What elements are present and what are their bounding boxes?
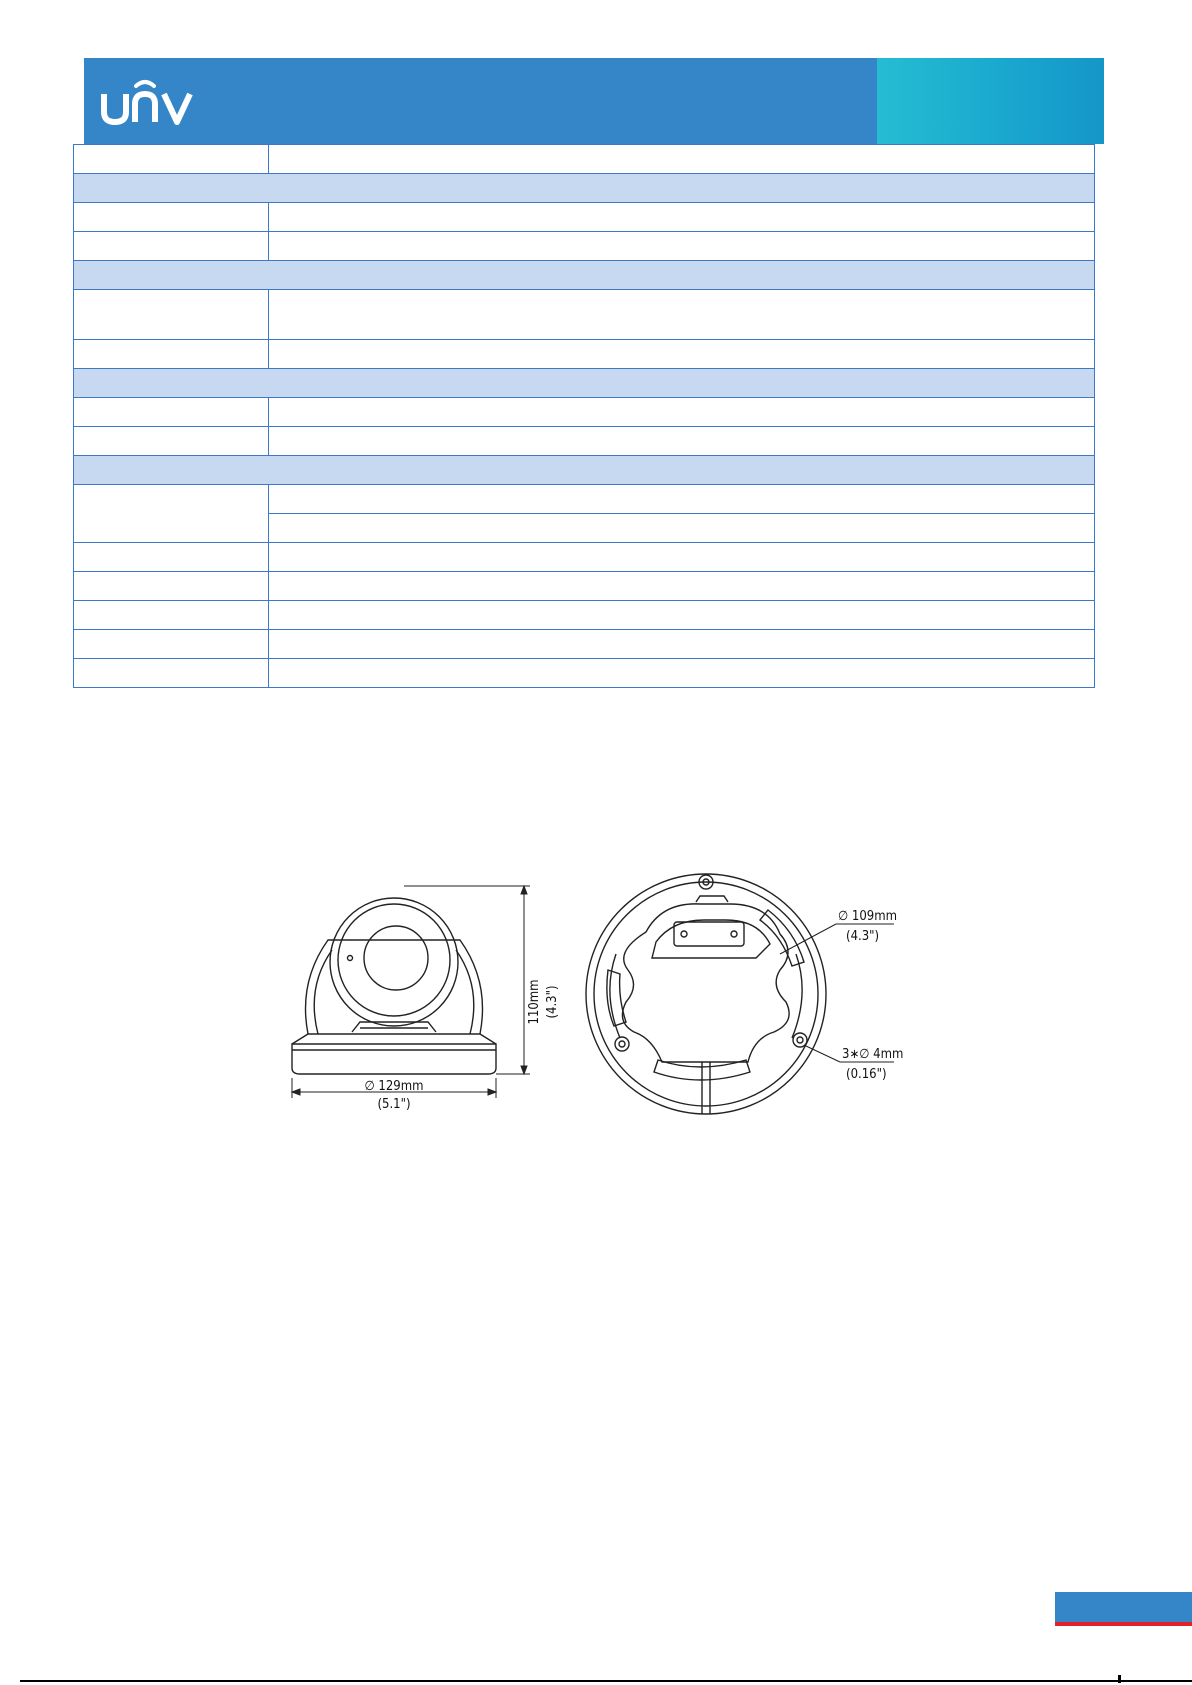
- table-row: [74, 398, 1095, 427]
- footer-page-mark: [1118, 1675, 1121, 1683]
- footer-bar: [1055, 1592, 1192, 1626]
- spec-value-cell: [269, 340, 1095, 369]
- section-header-cell: [74, 456, 1095, 485]
- section-header-cell: [74, 174, 1095, 203]
- spec-value-cell: [269, 659, 1095, 688]
- dimension-drawing: [280, 862, 930, 1122]
- front-diameter-inch-label: (5.1"): [377, 1097, 411, 1112]
- spec-label-cell: [74, 601, 269, 630]
- camera-base-view: [586, 874, 826, 1114]
- spec-label-cell: [74, 340, 269, 369]
- table-row: [74, 232, 1095, 261]
- table-row: [74, 659, 1095, 688]
- spec-value-cell: [269, 485, 1095, 514]
- spec-label-cell: [74, 145, 269, 174]
- spec-label-cell: [74, 290, 269, 340]
- spec-value-cell: [269, 232, 1095, 261]
- mount-diameter-label: ∅ 109mm: [838, 909, 898, 924]
- front-diameter-label: ∅ 129mm: [364, 1079, 424, 1094]
- spec-label-cell: [74, 659, 269, 688]
- table-row: [74, 572, 1095, 601]
- section-header-row: [74, 456, 1095, 485]
- spec-value-cell: [269, 543, 1095, 572]
- table-row: [74, 145, 1095, 174]
- spec-value-cell: [269, 514, 1095, 543]
- table-row: [74, 340, 1095, 369]
- table-row: [74, 601, 1095, 630]
- spec-label-cell: [74, 427, 269, 456]
- spec-label-cell: [74, 543, 269, 572]
- section-header-row: [74, 261, 1095, 290]
- table-row: [74, 427, 1095, 456]
- header-accent: [877, 58, 1104, 144]
- spec-value-cell: [269, 145, 1095, 174]
- spec-label-cell: [74, 203, 269, 232]
- spec-label-cell: [74, 398, 269, 427]
- spec-label-cell: [74, 485, 269, 543]
- spec-value-cell: [269, 203, 1095, 232]
- holes-label: 3∗∅ 4mm: [842, 1047, 904, 1062]
- mount-diameter-inch-label: (4.3"): [846, 929, 880, 944]
- section-header-row: [74, 369, 1095, 398]
- table-row: [74, 290, 1095, 340]
- spec-table: [73, 144, 1095, 688]
- height-label: 110mm: [527, 979, 542, 1025]
- table-row: [74, 203, 1095, 232]
- spec-label-cell: [74, 630, 269, 659]
- unv-logo: [98, 76, 206, 132]
- spec-label-cell: [74, 232, 269, 261]
- spec-value-cell: [269, 601, 1095, 630]
- spec-value-cell: [269, 398, 1095, 427]
- height-inch-label: (4.3"): [545, 985, 560, 1019]
- table-row: [74, 543, 1095, 572]
- section-header-row: [74, 174, 1095, 203]
- table-row: [74, 485, 1095, 514]
- spec-label-cell: [74, 572, 269, 601]
- section-header-cell: [74, 369, 1095, 398]
- spec-value-cell: [269, 572, 1095, 601]
- spec-value-cell: [269, 630, 1095, 659]
- spec-value-cell: [269, 427, 1095, 456]
- spec-value-cell: [269, 290, 1095, 340]
- table-row: [74, 630, 1095, 659]
- holes-inch-label: (0.16"): [846, 1067, 887, 1082]
- height-dimension: [292, 886, 530, 1098]
- footer-rule: [20, 1680, 1192, 1682]
- camera-front-view: [292, 898, 496, 1074]
- section-header-cell: [74, 261, 1095, 290]
